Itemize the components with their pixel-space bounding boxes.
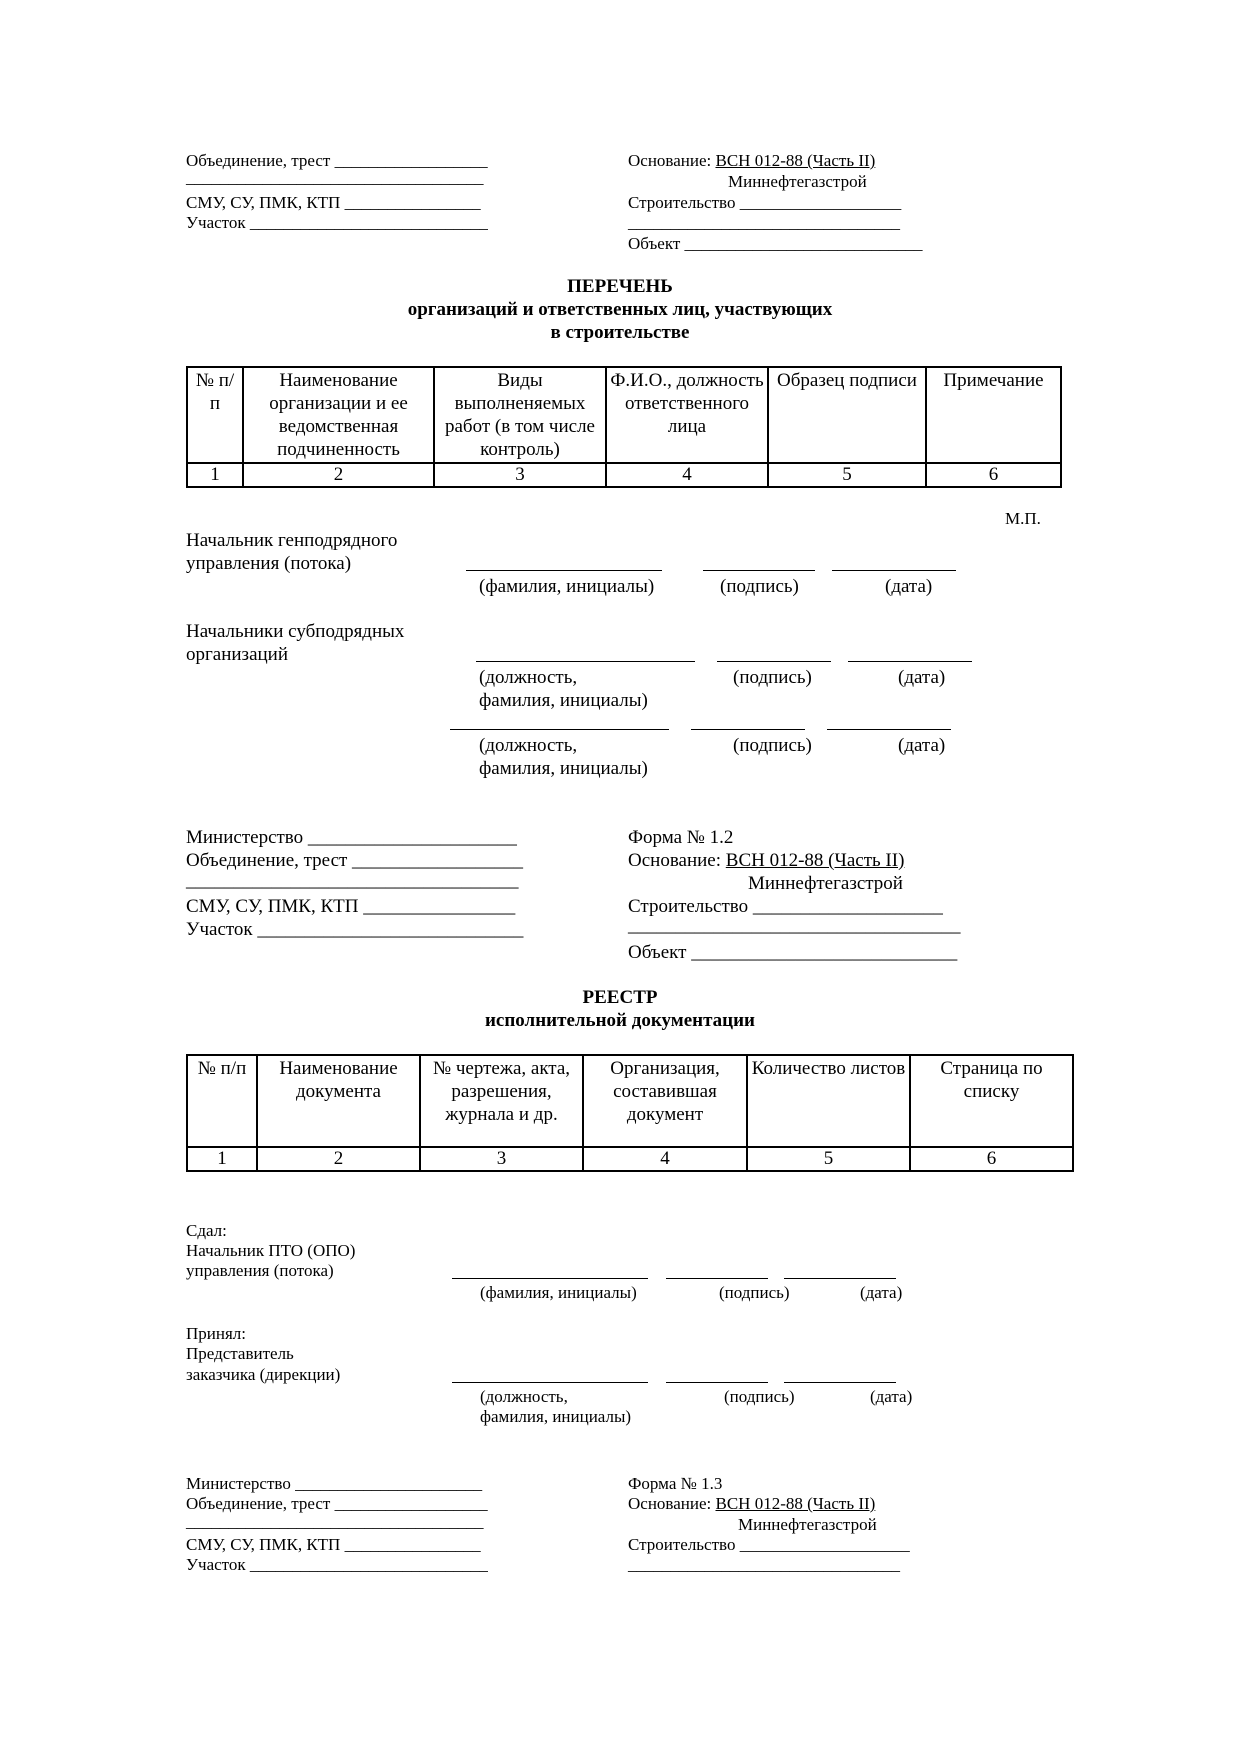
basis-label: Основание: xyxy=(628,850,726,871)
caption-name: (фамилия, инициалы) xyxy=(480,1283,637,1302)
list-title: ПЕРЕЧЕНЬ xyxy=(567,276,673,297)
basis-label: Основание: xyxy=(628,151,716,170)
blank-field: ________________________________ xyxy=(628,213,900,232)
column-number: 6 xyxy=(910,1147,1073,1171)
participants-table xyxy=(186,366,1062,488)
ministry-field: Министерство ______________________ xyxy=(186,1474,483,1493)
column-number-row xyxy=(187,1147,1073,1171)
caption-position: фамилия, инициалы) xyxy=(479,758,648,779)
column-number: 3 xyxy=(420,1147,583,1171)
column-header: № п/п xyxy=(187,367,243,463)
column-number: 2 xyxy=(257,1147,420,1171)
form-number: Форма № 1.2 xyxy=(628,827,734,848)
column-header: № чертежа, акта, разрешения, журнала и др. xyxy=(420,1055,583,1147)
registry-table xyxy=(186,1054,1074,1172)
smu-field: СМУ, СУ, ПМК, КТП ________________ xyxy=(186,896,516,917)
column-header: № п/п xyxy=(187,1055,257,1147)
caption-date: (дата) xyxy=(898,667,946,688)
caption-position: (должность, xyxy=(480,1387,568,1406)
column-header: Наименование документа xyxy=(257,1055,420,1147)
basis-standard-link: ВСН 012-88 (Часть II) xyxy=(715,151,876,170)
signature-line[interactable] xyxy=(666,1382,768,1383)
caption-date: (дата) xyxy=(860,1283,903,1302)
column-number: 5 xyxy=(747,1147,910,1171)
name-signature-line[interactable] xyxy=(452,1278,648,1279)
caption-name: (фамилия, инициалы) xyxy=(479,576,655,597)
column-header: Примечание xyxy=(926,367,1061,463)
column-number: 5 xyxy=(768,463,926,487)
caption-signature: (подпись) xyxy=(720,576,799,597)
column-header: Ф.И.О., должность ответственного лица xyxy=(606,367,768,463)
date-line[interactable] xyxy=(848,661,972,662)
signature-line[interactable] xyxy=(703,570,815,571)
column-number-row xyxy=(187,463,1061,487)
trust-field: Объединение, трест __________________ xyxy=(186,1494,488,1513)
column-header: Страница по списку xyxy=(910,1055,1073,1147)
table-header-row xyxy=(187,1055,1073,1147)
caption-date: (дата) xyxy=(898,735,946,756)
list-subtitle: в строительстве xyxy=(550,322,690,343)
form-number: Форма № 1.3 xyxy=(628,1474,723,1493)
object-field: Объект ____________________________ xyxy=(628,234,923,253)
ministry-label: Миннефтегазстрой xyxy=(728,172,867,191)
date-line[interactable] xyxy=(784,1382,896,1383)
general-head-label: Начальник генподрядного xyxy=(186,530,398,551)
basis-label: Основание: xyxy=(628,1494,716,1513)
caption-position: (должность, xyxy=(479,735,578,756)
list-subtitle: организаций и ответственных лиц, участвующих xyxy=(407,299,833,320)
column-number: 1 xyxy=(187,463,243,487)
accepted-label: Принял: xyxy=(186,1324,246,1343)
caption-position: (должность, xyxy=(479,667,578,688)
basis-standard-link: ВСН 012-88 (Часть II) xyxy=(715,1494,876,1513)
date-line[interactable] xyxy=(784,1278,896,1279)
smu-field: СМУ, СУ, ПМК, КТП ________________ xyxy=(186,193,481,212)
registry-title: РЕЕСТР xyxy=(582,987,658,1008)
column-header: Организация, составившая документ xyxy=(583,1055,747,1147)
stamp-label: М.П. xyxy=(1005,509,1041,528)
basis-line xyxy=(628,1494,875,1514)
column-header: Количество листов xyxy=(747,1055,910,1147)
caption-date: (дата) xyxy=(885,576,933,597)
site-field: Участок ____________________________ xyxy=(186,919,524,940)
sub-heads-label: Начальники субподрядных xyxy=(186,621,405,642)
basis-line xyxy=(628,849,904,872)
construction-field: Строительство ____________________ xyxy=(628,896,943,917)
sub-heads-label: организаций xyxy=(186,644,289,665)
accepted-role: Представитель xyxy=(186,1344,294,1363)
smu-field: СМУ, СУ, ПМК, КТП ________________ xyxy=(186,1535,481,1554)
blank-field: ___________________________________ xyxy=(628,915,961,936)
signature-line[interactable] xyxy=(691,729,805,730)
accepted-role: заказчика (дирекции) xyxy=(186,1365,341,1384)
position-name-line[interactable] xyxy=(476,661,695,662)
date-line[interactable] xyxy=(832,570,956,571)
handed-role: управления (потока) xyxy=(186,1261,334,1280)
column-header: Наименование организации и ее ведомственная подчиненность xyxy=(243,367,434,463)
name-signature-line[interactable] xyxy=(466,570,662,571)
column-number: 4 xyxy=(583,1147,747,1171)
site-field: Участок ____________________________ xyxy=(186,1555,488,1574)
column-number: 1 xyxy=(187,1147,257,1171)
trust-field: Объединение, трест __________________ xyxy=(186,151,488,170)
blank-field: ___________________________________ xyxy=(186,870,519,891)
caption-position: фамилия, инициалы) xyxy=(479,690,648,711)
construction-field: Строительство ____________________ xyxy=(628,1535,910,1554)
table-header-row xyxy=(187,367,1061,463)
column-number: 2 xyxy=(243,463,434,487)
caption-position: фамилия, инициалы) xyxy=(480,1407,632,1426)
caption-signature: (подпись) xyxy=(724,1387,795,1406)
handed-role: Начальник ПТО (ОПО) xyxy=(186,1241,356,1260)
position-name-line[interactable] xyxy=(452,1382,648,1383)
caption-signature: (подпись) xyxy=(733,735,812,756)
blank-field: ________________________________ xyxy=(628,1555,900,1574)
blank-field: ___________________________________ xyxy=(186,1512,484,1531)
construction-field: Строительство ___________________ xyxy=(628,193,902,212)
signature-line[interactable] xyxy=(666,1278,768,1279)
column-number: 6 xyxy=(926,463,1061,487)
column-number: 3 xyxy=(434,463,606,487)
caption-signature: (подпись) xyxy=(719,1283,790,1302)
basis-standard-link: ВСН 012-88 (Часть II) xyxy=(725,850,905,871)
column-header: Виды выполненяемых работ (в том числе контроль) xyxy=(434,367,606,463)
general-head-label: управления (потока) xyxy=(186,553,352,574)
site-field: Участок ____________________________ xyxy=(186,213,488,232)
column-number: 4 xyxy=(606,463,768,487)
ministry-field: Министерство ______________________ xyxy=(186,827,517,848)
ministry-label: Миннефтегазстрой xyxy=(748,873,903,894)
basis-line xyxy=(628,151,875,171)
date-line[interactable] xyxy=(827,729,951,730)
handed-label: Сдал: xyxy=(186,1221,227,1240)
registry-subtitle: исполнительной документации xyxy=(484,1010,756,1031)
object-field: Объект ____________________________ xyxy=(628,942,958,963)
position-name-line[interactable] xyxy=(450,729,669,730)
blank-field: ___________________________________ xyxy=(186,168,484,187)
caption-signature: (подпись) xyxy=(733,667,812,688)
signature-line[interactable] xyxy=(717,661,831,662)
column-header: Образец подписи xyxy=(768,367,926,463)
ministry-label: Миннефтегазстрой xyxy=(738,1515,877,1534)
trust-field: Объединение, трест __________________ xyxy=(186,850,524,871)
caption-date: (дата) xyxy=(870,1387,913,1406)
